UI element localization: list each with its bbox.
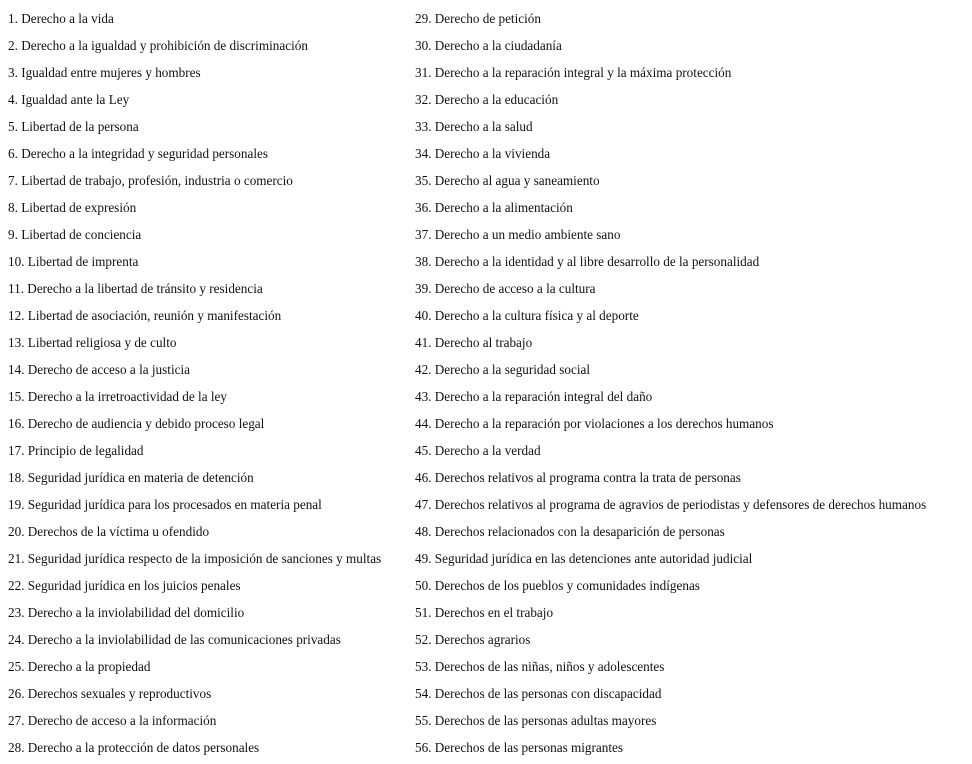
list-item: 36. Derecho a la alimentación <box>415 200 573 215</box>
list-item: 5. Libertad de la persona <box>8 119 139 134</box>
list-item: 44. Derecho a la reparación por violaciones a los derechos humanos <box>415 416 774 431</box>
list-item: 26. Derechos sexuales y reproductivos <box>8 686 212 701</box>
list-item: 2. Derecho a la igualdad y prohibición de discriminación <box>8 38 308 53</box>
list-item: 15. Derecho a la irretroactividad de la ley <box>8 389 227 404</box>
list-item: 21. Seguridad jurídica respecto de la imposición de sanciones y multas <box>8 551 382 566</box>
list-item: 8. Libertad de expresión <box>8 200 137 215</box>
list-item: 7. Libertad de trabajo, profesión, industria o comercio <box>8 173 293 188</box>
list-item: 50. Derechos de los pueblos y comunidades indígenas <box>415 578 700 593</box>
list-item: 22. Seguridad jurídica en los juicios penales <box>8 578 241 593</box>
list-item: 31. Derecho a la reparación integral y la máxima protección <box>415 65 732 80</box>
list-item: 38. Derecho a la identidad y al libre desarrollo de la personalidad <box>415 254 760 269</box>
list-item: 3. Igualdad entre mujeres y hombres <box>8 65 201 80</box>
list-item: 42. Derecho a la seguridad social <box>415 362 591 377</box>
list-item: 29. Derecho de petición <box>415 11 541 26</box>
list-item: 30. Derecho a la ciudadanía <box>415 38 562 53</box>
list-item: 18. Seguridad jurídica en materia de detención <box>8 470 254 485</box>
list-item: 53. Derechos de las niñas, niños y adolescentes <box>415 659 665 674</box>
list-item: 25. Derecho a la propiedad <box>8 659 151 674</box>
list-item: 9. Libertad de conciencia <box>8 227 142 242</box>
list-item: 17. Principio de legalidad <box>8 443 144 458</box>
list-item: 46. Derechos relativos al programa contra la trata de personas <box>415 470 741 485</box>
list-item: 33. Derecho a la salud <box>415 119 533 134</box>
list-item: 49. Seguridad jurídica en las detenciones ante autoridad judicial <box>415 551 753 566</box>
list-item: 37. Derecho a un medio ambiente sano <box>415 227 621 242</box>
rights-column-left <box>8 5 415 761</box>
list-item: 14. Derecho de acceso a la justicia <box>8 362 190 377</box>
list-item: 19. Seguridad jurídica para los procesados en materia penal <box>8 497 322 512</box>
list-item: 24. Derecho a la inviolabilidad de las comunicaciones privadas <box>8 632 341 647</box>
list-item: 10. Libertad de imprenta <box>8 254 139 269</box>
list-item: 54. Derechos de las personas con discapacidad <box>415 686 662 701</box>
list-item: 12. Libertad de asociación, reunión y manifestación <box>8 308 282 323</box>
list-item: 45. Derecho a la verdad <box>415 443 541 458</box>
rights-column-right <box>415 5 971 761</box>
list-item: 39. Derecho de acceso a la cultura <box>415 281 596 296</box>
list-item: 23. Derecho a la inviolabilidad del domicilio <box>8 605 245 620</box>
list-item: 4. Igualdad ante la Ley <box>8 92 130 107</box>
list-item: 47. Derechos relativos al programa de agravios de periodistas y defensores de derechos humanos <box>415 497 927 512</box>
list-item: 35. Derecho al agua y saneamiento <box>415 173 600 188</box>
list-item: 51. Derechos en el trabajo <box>415 605 554 620</box>
list-item: 16. Derecho de audiencia y debido proceso legal <box>8 416 265 431</box>
list-item: 6. Derecho a la integridad y seguridad personales <box>8 146 268 161</box>
list-item: 32. Derecho a la educación <box>415 92 559 107</box>
list-item: 28. Derecho a la protección de datos personales <box>8 740 260 755</box>
list-item: 1. Derecho a la vida <box>8 11 114 26</box>
list-item: 56. Derechos de las personas migrantes <box>415 740 624 755</box>
list-item: 27. Derecho de acceso a la información <box>8 713 217 728</box>
list-item: 13. Libertad religiosa y de culto <box>8 335 177 350</box>
list-item: 55. Derechos de las personas adultas mayores <box>415 713 657 728</box>
list-item: 40. Derecho a la cultura física y al deporte <box>415 308 639 323</box>
list-item: 52. Derechos agrarios <box>415 632 531 647</box>
list-item: 34. Derecho a la vivienda <box>415 146 551 161</box>
rights-list <box>8 5 971 761</box>
list-item: 48. Derechos relacionados con la desaparición de personas <box>415 524 725 539</box>
list-item: 11. Derecho a la libertad de tránsito y residencia <box>8 281 263 296</box>
list-item: 43. Derecho a la reparación integral del daño <box>415 389 653 404</box>
list-item: 41. Derecho al trabajo <box>415 335 533 350</box>
list-item: 20. Derechos de la víctima u ofendido <box>8 524 210 539</box>
